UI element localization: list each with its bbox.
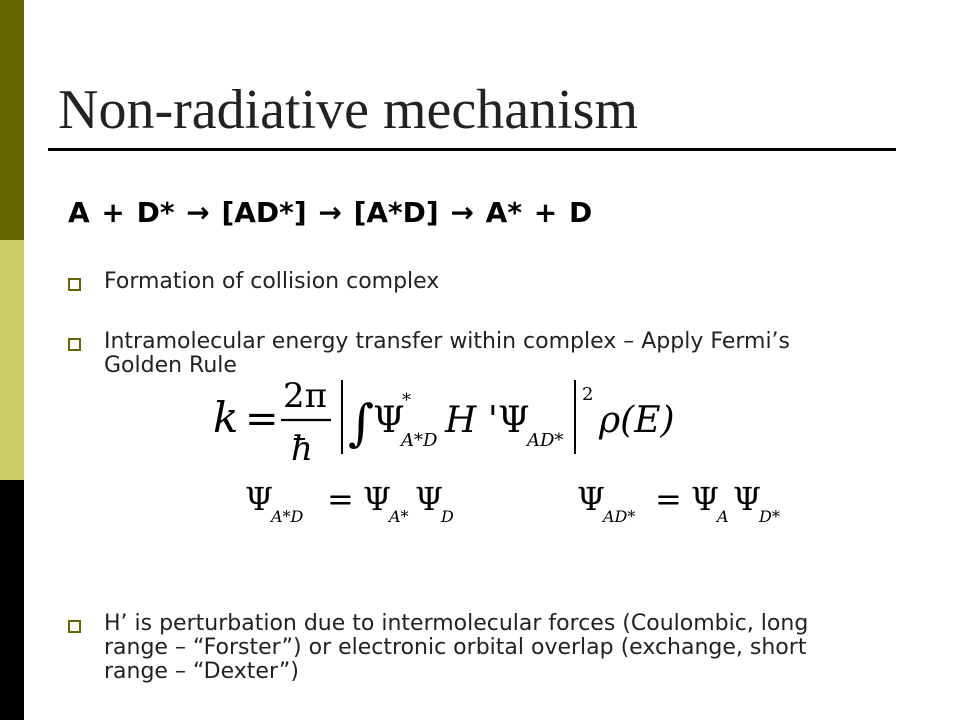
eq-psi-2: Ψ [498, 400, 530, 441]
equation-graphic [205, 372, 705, 472]
eq-conjugate-star: * [402, 390, 411, 411]
wf-sub-a: A [717, 507, 729, 526]
bullet-text: Intramolecular energy transfer within complex – Apply Fermi’s Golden Rule [104, 329, 791, 378]
bullet-text: H’ is perturbation due to intermolecular forces (Coulombic, long range – “Forster”) or electronic orbital overlap (exchange, short range – “Dexter”) [104, 611, 809, 684]
wavefunction-equations [245, 478, 805, 528]
bullet-square-icon [68, 338, 81, 351]
wf-psi-a-star: Ψ [363, 480, 392, 518]
wf-sub-ad-star: AD* [603, 507, 636, 526]
wf-psi-d-star: Ψ [733, 480, 762, 518]
bullet-text: Formation of collision complex [104, 269, 440, 294]
title-divider [48, 148, 896, 151]
eq-sub-ad-star: AD* [527, 430, 564, 451]
eq-k: k [213, 393, 239, 442]
eq-squared: 2 [582, 384, 594, 405]
eq-density-of-states: ρ(E) [599, 400, 675, 441]
wf-equals-2: = [655, 480, 682, 518]
accent-bar-middle [0, 240, 24, 480]
wf-equals-1: = [327, 480, 354, 518]
eq-sub-a-star-d: A*D [401, 430, 438, 451]
accent-bar-top [0, 0, 24, 240]
bullet-item [68, 330, 848, 378]
eq-integral: ∫ [348, 394, 375, 452]
wf-psi-a: Ψ [691, 480, 720, 518]
bullet-item [68, 270, 848, 294]
wf-sub-d: D [441, 507, 454, 526]
bullet-item [68, 612, 848, 684]
slide-title: Non-radiative mechanism [58, 79, 639, 141]
wf-psi-ad-star: Ψ [577, 480, 606, 518]
wf-sub-a-star-d: A*D [271, 507, 304, 526]
eq-equals: = [245, 396, 279, 442]
wf-sub-a-star: A* [389, 507, 409, 526]
fermi-golden-rule-equation [205, 372, 705, 472]
eq-denominator: ħ [291, 429, 313, 469]
bullet-square-icon [68, 620, 81, 633]
wf-psi-a-star-d: Ψ [245, 480, 274, 518]
accent-bar-bottom [0, 480, 24, 720]
eq-h-prime: H ' [445, 400, 498, 441]
reaction-scheme: A + D* → [AD*] → [A*D] → A* + D [68, 196, 593, 229]
bullet-square-icon [68, 278, 81, 291]
wavefunction-graphic [245, 478, 805, 528]
eq-numerator: 2π [283, 376, 327, 416]
eq-psi-1: Ψ [373, 400, 405, 441]
wf-sub-d-star: D* [759, 507, 780, 526]
wf-psi-d: Ψ [415, 480, 444, 518]
